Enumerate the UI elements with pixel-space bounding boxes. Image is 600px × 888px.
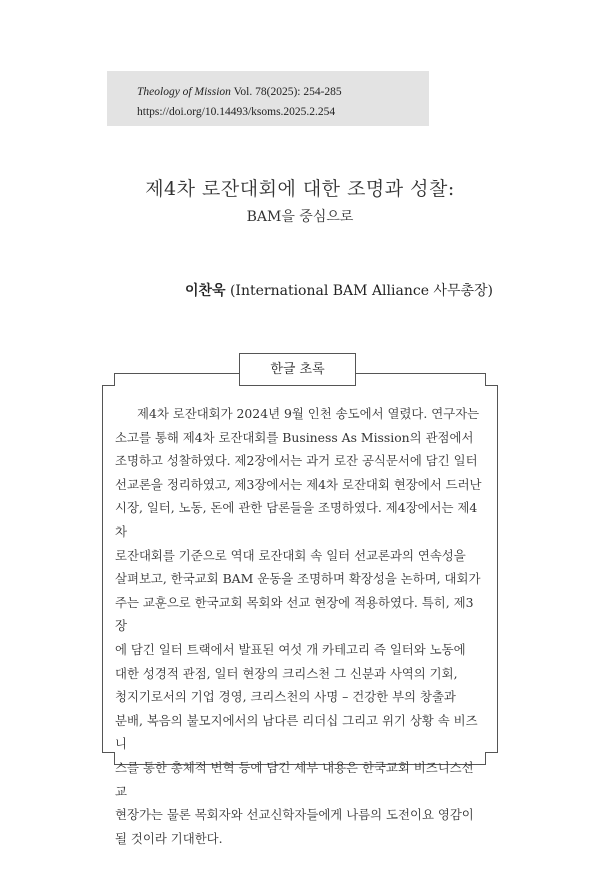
author-affiliation: (International BAM Alliance 사무총장) [229,283,493,299]
abstract-line: 현장가는 물론 목회자와 선교신학자들에게 나름의 도전이요 영감이 [115,807,474,823]
abstract-line: 선교론을 정리하였고, 제3장에서는 제4차 로잔대회 현장에서 드러난 [115,476,482,492]
abstract-line: 주는 교훈으로 한국교회 목회와 선교 현장에 적용하였다. 특히, 제3장 [115,594,474,634]
abstract-line: 시장, 일터, 노동, 돈에 관한 담론들을 조명하였다. 제4장에서는 제4차 [115,500,478,539]
abstract-line: 제4차 로잔대회가 2024년 9월 인천 송도에서 열렸다. 연구자는 [137,406,480,421]
abstract-body [115,402,485,850]
journal-citation [137,82,429,102]
journal-volume: Vol. 78(2025): 254-285 [233,86,342,98]
journal-name: Theology of Mission [137,86,231,98]
abstract-line: 로잔대회를 기준으로 역대 로잔대회 속 일터 선교론과의 연속성을 [115,547,466,563]
abstract-line: 스를 통한 총체적 변혁 등에 담긴 세부 내용은 한국교회 비즈니스선교 [115,759,474,799]
journal-info-box [107,71,429,126]
abstract-line: 대한 성경적 관점, 일터 현장의 크리스천 그 신분과 사역의 기회, [115,665,458,681]
abstract-line: 될 것이라 기대한다. [115,830,223,846]
frame-corner-notch [102,373,115,386]
article-subtitle: BAM을 중심으로 [246,209,354,225]
abstract-line: 청지기로서의 기업 경영, 크리스천의 사명 – 건강한 부의 창출과 [115,689,456,705]
abstract-line: 분배, 복음의 불모지에서의 남다른 리더십 그리고 위기 상황 속 비즈니 [115,712,478,752]
abstract-label: 한글 초록 [239,353,356,386]
frame-corner-notch [485,752,498,765]
author-line [185,280,493,300]
frame-corner-notch [485,373,498,386]
journal-doi[interactable]: https://doi.org/10.14493/ksoms.2025.2.254 [137,106,336,118]
author-name: 이찬욱 [184,283,226,299]
article-title: 제4차 로잔대회에 대한 조명과 성찰: [145,178,455,200]
abstract-line: 살펴보고, 한국교회 BAM 운동을 조명하며 확장성을 논하며, 대회가 [115,571,481,587]
abstract-line: 조명하고 성찰하였다. 제2장에서는 과거 로잔 공식문서에 담긴 일터 [115,453,478,469]
abstract-line: 소고를 통해 제4차 로잔대회를 Business As Mission의 관점에서 [115,429,474,445]
abstract-line: 에 담긴 일터 트랙에서 발표된 여섯 개 카테고리 즉 일터와 노동에 [115,641,466,657]
frame-corner-notch [102,752,115,765]
